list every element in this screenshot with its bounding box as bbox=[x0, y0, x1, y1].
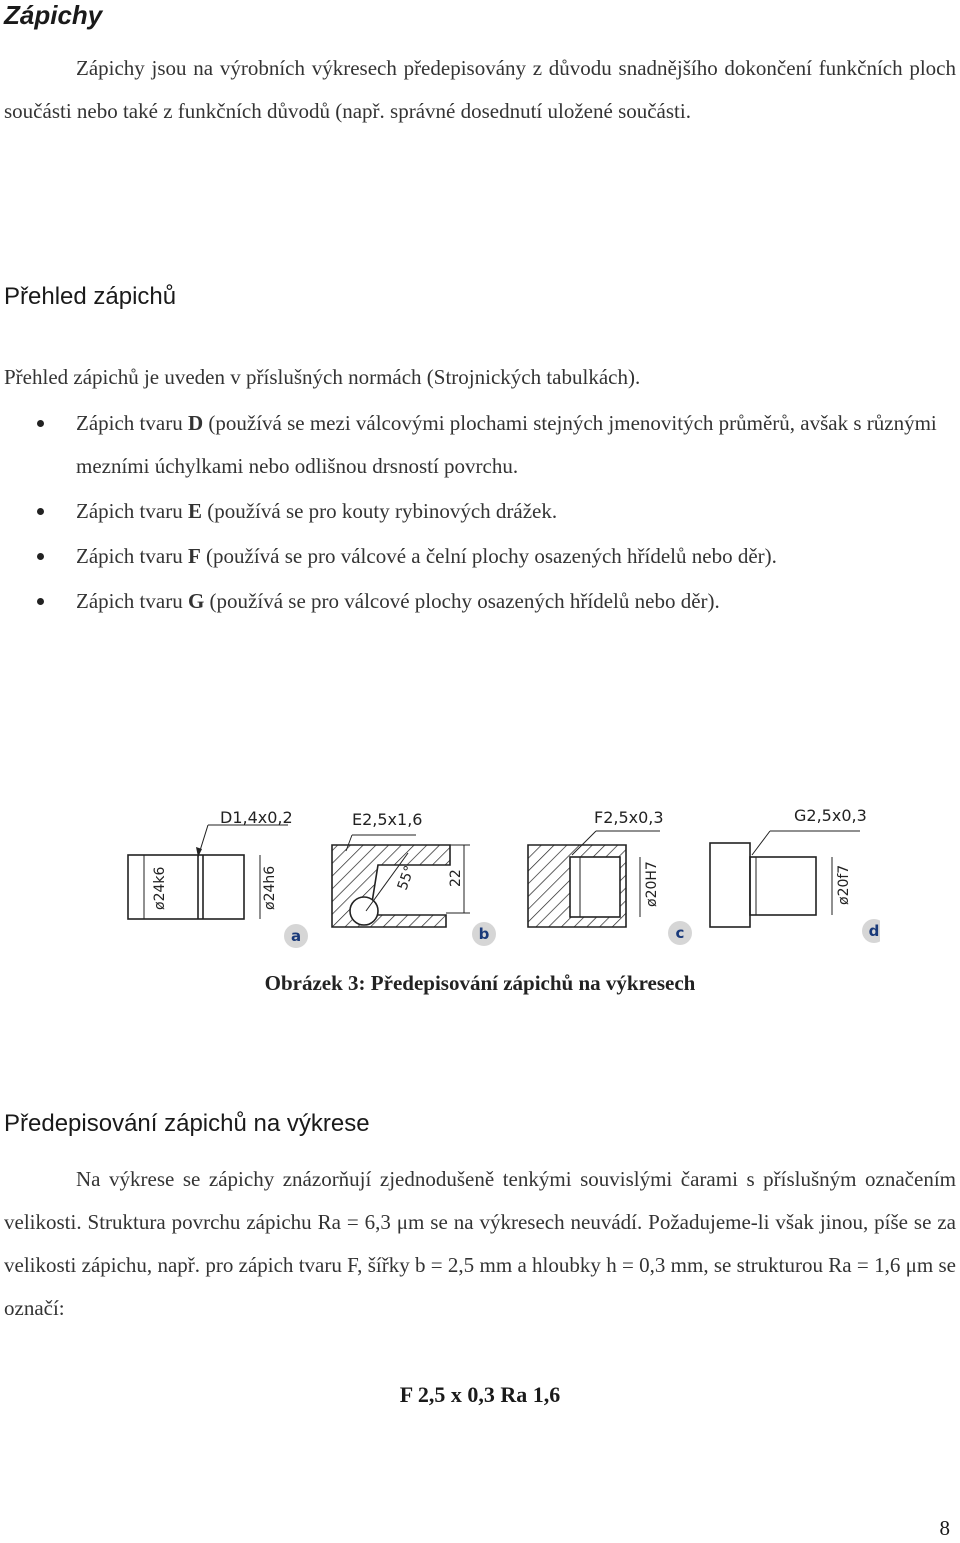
panel-badge-b bbox=[472, 922, 496, 946]
intro-text: Zápichy jsou na výrobních výkresech předepisovány z důvodu snadnějšího dokončení funkčních ploch součásti nebo také z funkčních důvodů (např. správné dosednutí uložené součásti. bbox=[4, 56, 956, 123]
overview-text: Přehled zápichů je uveden v příslušných normách (Strojnických tabulkách). bbox=[4, 365, 641, 389]
bullet-icon bbox=[37, 553, 44, 560]
list-item: Zápich tvaru D (používá se mezi válcovými plochami stejných jmenovitých průměrů, avšak s různými mezními úchylkami nebo odlišnou drsností povrchu. bbox=[0, 402, 960, 488]
panel-badge-d bbox=[862, 919, 880, 943]
label-d-spec: D1,4x0,2 bbox=[220, 808, 293, 827]
page-title: Zápichy bbox=[4, 0, 103, 30]
label-f-dim: ø20H7 bbox=[644, 861, 660, 907]
label-g-dim: ø20f7 bbox=[836, 864, 852, 905]
panel-badge-c bbox=[668, 921, 692, 945]
intro-paragraph bbox=[4, 47, 956, 133]
bullet-icon bbox=[37, 508, 44, 515]
svg-text:d: d bbox=[868, 922, 880, 940]
list-item: Zápich tvaru E (používá se pro kouty rybinových drážek. bbox=[0, 490, 960, 533]
list-item: Zápich tvaru F (používá se pro válcové a čelní plochy osazených hřídelů nebo děr). bbox=[0, 535, 960, 578]
section-heading-overview: Přehled zápichů bbox=[4, 283, 177, 310]
section-heading-drawing: Předepisování zápichů na výkrese bbox=[4, 1110, 370, 1137]
label-f-spec: F2,5x0,3 bbox=[594, 808, 664, 827]
drawing-paragraph bbox=[4, 1158, 956, 1330]
label-e-spec: E2,5x1,6 bbox=[352, 810, 423, 829]
groove-f-drawing bbox=[528, 831, 660, 927]
drawing-text: Na výkrese se zápichy znázorňují zjednodušeně tenkými souvislými čarami s příslušným označením velikosti. Struktura povrchu zápichu Ra = 6,3 μm se na výkresech neuvádí. Požadujeme-li však jinou, píše se za velikosti zápichu, např. pro zápich tvaru F, šířky b = 2,5 mm a hloubky h = 0,3 mm, se strukturou Ra = 1,6 μm se označí: bbox=[4, 1167, 956, 1320]
label-g-spec: G2,5x0,3 bbox=[794, 806, 867, 825]
list-item: Zápich tvaru G (používá se pro válcové plochy osazených hřídelů nebo děr). bbox=[0, 580, 960, 623]
figure-caption: Obrázek 3: Předepisování zápichů na výkresech bbox=[264, 971, 696, 995]
page-number: 8 bbox=[939, 1516, 950, 1540]
label-d-dim2: ø24h6 bbox=[262, 865, 278, 910]
label-e-angle: 55° bbox=[394, 863, 419, 893]
groove-type-list bbox=[0, 402, 960, 625]
groove-formula: F 2,5 x 0,3 Ra 1,6 bbox=[399, 1382, 561, 1407]
svg-text:c: c bbox=[675, 924, 685, 942]
label-e-dim: 22 bbox=[448, 869, 464, 887]
bullet-icon bbox=[37, 420, 44, 427]
label-d-dim1: ø24k6 bbox=[152, 866, 168, 910]
svg-text:b: b bbox=[478, 925, 490, 943]
groove-drawings-figure bbox=[120, 795, 880, 955]
panel-badge-a bbox=[284, 924, 308, 948]
svg-text:a: a bbox=[290, 927, 302, 945]
bullet-icon bbox=[37, 598, 44, 605]
